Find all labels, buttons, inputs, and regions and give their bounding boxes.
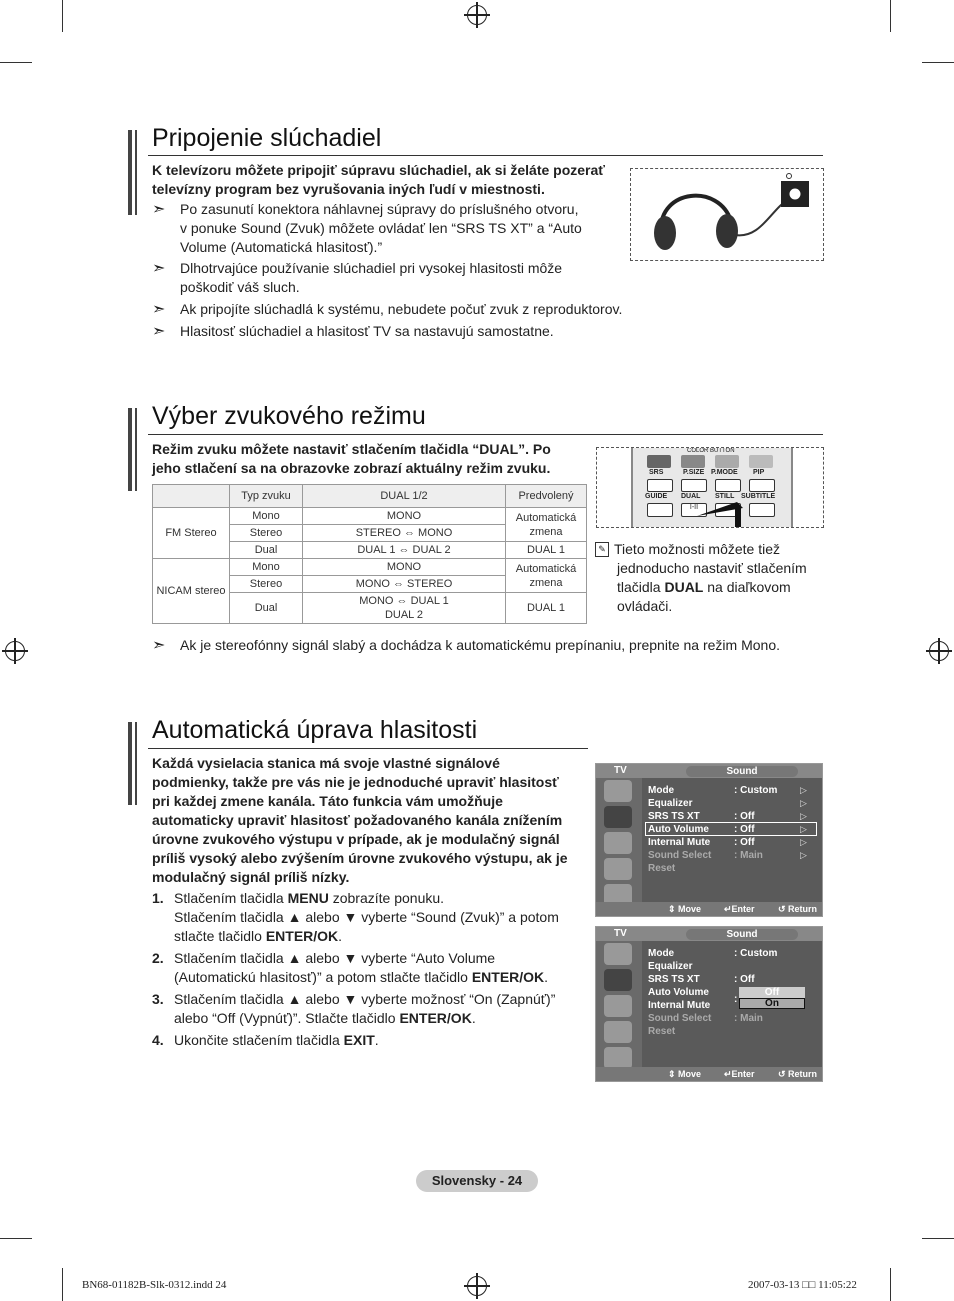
intro-line: K televízoru môžete pripojiť súpravu slúchadiel, ak si želáte pozerať [152,162,605,178]
steps: 1. Stlačením tlačidla MENU zobrazíte ponuku. Stlačením tlačidla ▲ alebo ▼ vyberte “Sound (Zvuk)” a potom stlačte tlačidlo ENTER/OK. 2. Stlačením tlačidla ▲ alebo ▼ vyberte “Auto Volume (Automatickú hlasitosť)” a potom stlačte tlačidlo ENTER/OK. 3. Stlačením tlačidla ▲ alebo ▼ vyberte možnosť “On (Zapnúť)” alebo “Off (Vypnúť)”. Stlačte tlačidlo ENTER/OK. 4. Ukončite stlačením tlačidla EXIT. [152,890,559,1048]
file-name: BN68-01182B-Slk-0312.indd 24 [82,1279,227,1291]
registration-mark [929,641,949,661]
arrow-icon: ➣ [152,201,166,218]
arrow-icon: ➣ [152,260,166,277]
sound-mode-table: Typ zvuku DUAL 1/2 Predvolený FM Stereo Mono MONO Automatická zmena Stereo STEREO ⇔ MONO Dual DUAL 1 ⇔ DUAL 2 DUAL 1 NICAM stereo Mono MONO Automatická zmena Stereo MONO ⇔ STEREO Dual MONO ⇔ DUAL 1 DUAL 2 DUAL 1 [152,484,587,624]
pointer-arrow-icon [697,498,757,527]
tv-sound-menu: TV Sound Mode Equalizer SRS TS XT Auto Volume Internal Mute Sound Select Reset : Custom : Off : Off : Off : Main ▷ ▷ ▷ ▷ ▷ ▷ ⇕ Move ↵Enter ↺ Return [595,763,823,917]
remote-illustration: COLOR BUTTON SRS P.SIZE P.MODE PIP GUIDE DUAL STILL SUBTITLE I-II [596,447,824,528]
tv-sound-menu-options: TV Sound Mode Equalizer SRS TS XT Auto Volume Internal Mute Sound Select Reset : Custom : Off : : Main Off On ⇕ Move ↵Enter ↺ Return [595,926,823,1082]
tip: ✎ Tieto možnosti môžete tiež jednoducho nastaviť stlačením tlačidla DUAL na diaľkovom ovládači. [595,540,807,616]
intro-line: televízny program bez vyrušovania iných ľudí v miestnosti. [152,181,545,197]
intro-line: jeho stlačení sa na obrazovke zobrazí aktuálny režim zvuku. [152,460,551,476]
section-title-sound-mode: Výber zvukového režimu [152,402,426,430]
registration-mark [5,641,25,661]
note: ➣ Hlasitosť slúchadiel a hlasitosť TV sa nastavujú samostatne. [152,323,554,340]
print-date: 2007-03-13 □□ 11:05:22 [748,1279,857,1291]
option-off[interactable]: Off [739,987,805,998]
intro-paragraph: Každá vysielacia stanica má svoje vlastné signálové podmienky, takže pre vás nie je jednoduché upraviť hlasitosť pri každej zmene kanála. Táto funkcia vám umožňuje automaticky upraviť hlasitosť požadovaného kanála znížením úrovne zvukového výstupu v prípade, ak je modulačný signál príliš vysoký alebo zvýšením úrovne zvukového výstupu, ak je modulačný signál príliš nízky. [152,755,568,885]
section-title-auto-volume: Automatická úprava hlasitosti [152,716,478,744]
section-title-headphones: Pripojenie slúchadiel [152,124,382,152]
intro-line: Režim zvuku môžete nastaviť stlačením tlačidla “DUAL”. Po [152,441,551,457]
note-icon: ✎ [595,542,609,557]
note: ➣ Ak je stereofónny signál slabý a dochádza k automatickému prepínaniu, prepnite na režim Mono. [152,637,781,654]
note: ➣ Ak pripojíte slúchadlá k systému, nebudete počuť zvuk z reproduktorov. [152,301,623,318]
arrow-icon: ➣ [152,323,166,340]
note: ➣ Po zasunutí konektora náhlavnej súpravy do príslušného otvoru, v ponuke Sound (Zvuk) môžete ovládať len “SRS TS XT” a “Auto Volume (Automatická hlasitosť).” [152,201,582,255]
arrow-icon: ➣ [152,637,166,654]
note: ➣ Dlhotrvajúce používanie slúchadiel pri vysokej hlasitosti môže poškodiť váš sluch. [152,260,563,295]
registration-mark [467,5,487,25]
headphones-icon [631,169,823,260]
headphones-illustration [630,168,824,261]
page-number: Slovensky - 24 [416,1170,538,1192]
registration-mark [467,1276,487,1296]
option-on[interactable]: On [739,998,805,1009]
arrow-icon: ➣ [152,301,166,318]
